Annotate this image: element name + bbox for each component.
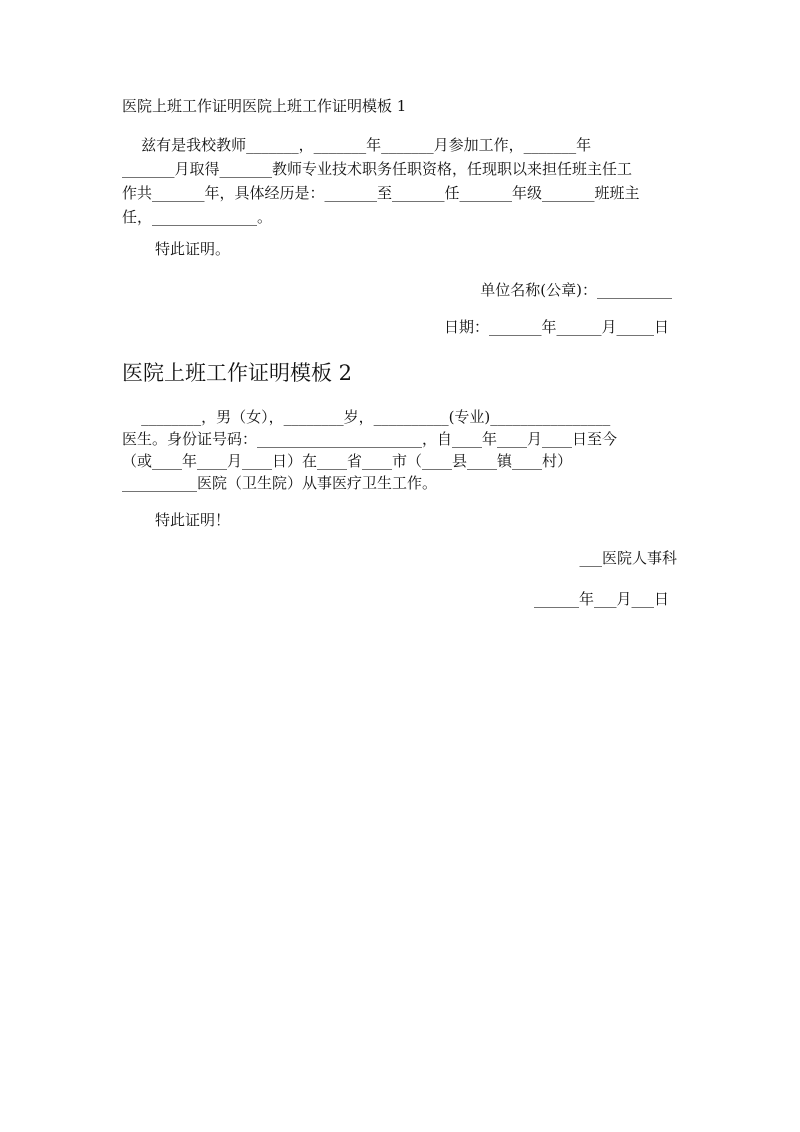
template1-body-line-3: 作共_______年，具体经历是：_______至_______任_______年级_______班班主 bbox=[122, 184, 640, 202]
template1-date-line: 日期：_______年______月_____日 bbox=[443, 318, 669, 336]
template1-unit-line: 单位名称(公章)：__________ bbox=[480, 281, 672, 299]
template2-body-line-2: 医生。身份证号码：______________________，自____年____月____日至今 bbox=[122, 430, 618, 448]
template1-title: 医院上班工作证明医院上班工作证明模板 1 bbox=[122, 97, 407, 115]
template2-title: 医院上班工作证明模板 2 bbox=[122, 361, 353, 385]
template2-dept-line: ___医院人事科 bbox=[579, 549, 677, 567]
template1-body-line-4: 任，______________。 bbox=[122, 208, 273, 226]
template2-body-line-3: （或____年____月____日）在____省____市（____县____镇____村） bbox=[122, 452, 573, 470]
template1-body-line-2: _______月取得_______教师专业技术职务任职资格，任现职以来担任班主任工 bbox=[122, 160, 633, 178]
template2-certify-text: 特此证明！ bbox=[155, 511, 231, 529]
template1-certify-text: 特此证明。 bbox=[155, 240, 231, 258]
template2-date-line: ______年___月___日 bbox=[533, 590, 669, 608]
template1-body-line-1: 兹有是我校教师_______，_______年_______月参加工作，_______年 bbox=[122, 136, 592, 154]
template2-body-line-4: __________医院（卫生院）从事医疗卫生工作。 bbox=[122, 474, 438, 492]
template2-body-line-1: ________，男（女），________岁，__________(专业)________________ bbox=[122, 408, 611, 426]
